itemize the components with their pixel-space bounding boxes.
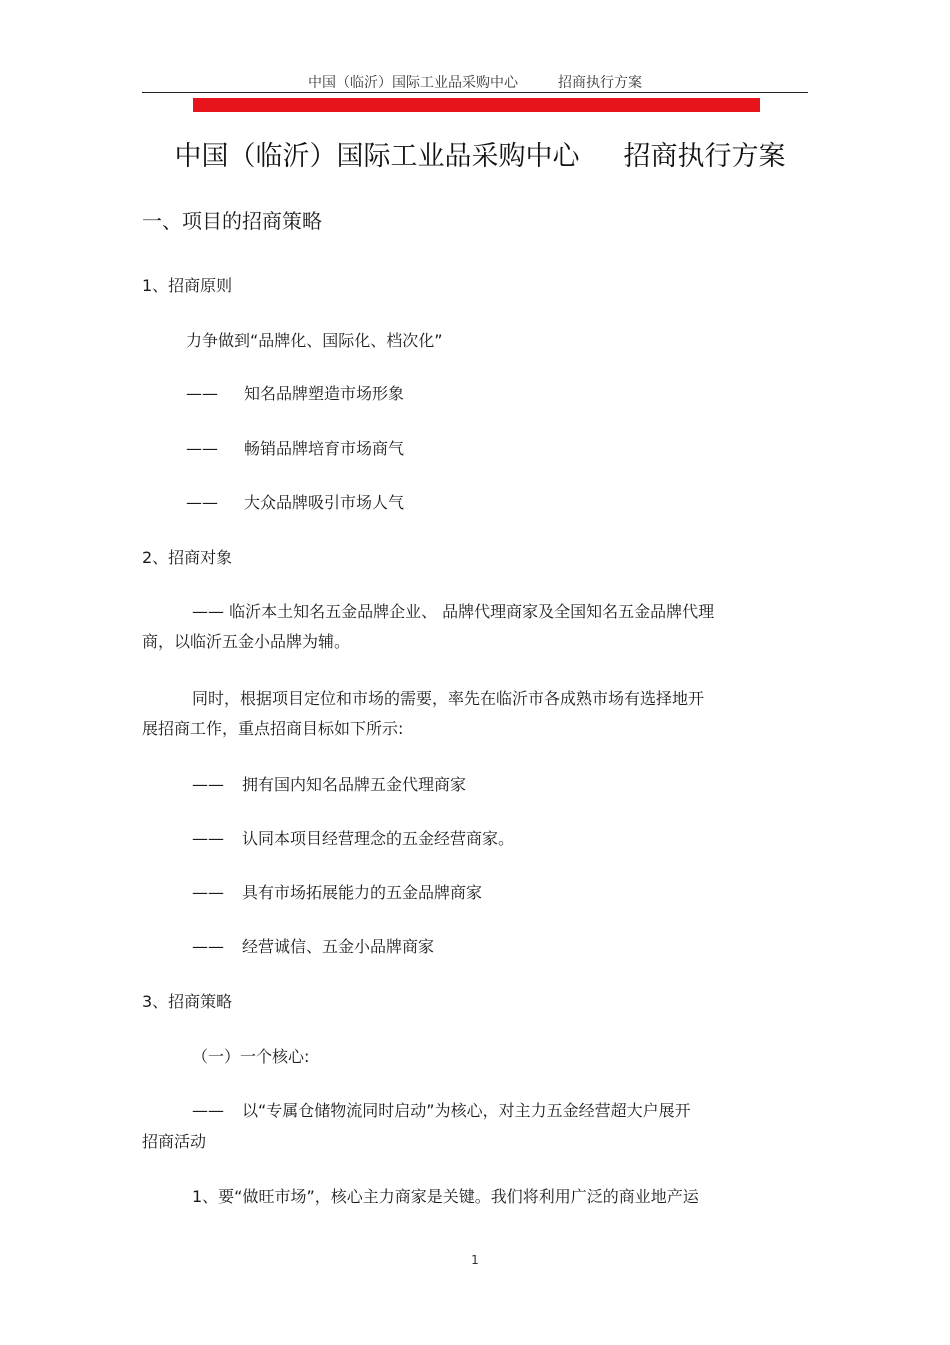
list-item (192, 826, 514, 849)
list-text: 知名品牌塑造市场形象 (244, 384, 405, 403)
targets-para2-line2: 展招商工作，重点招商目标如下所示: (142, 719, 404, 738)
document-title (0, 134, 950, 173)
list-text: 认同本项目经营理念的五金经营商家。 (242, 829, 515, 848)
page-number: 1 (471, 1253, 479, 1267)
sub-heading-strategy: 3、招商策略 (142, 992, 233, 1011)
list-item (192, 880, 482, 903)
sub-heading-targets: 2、招商对象 (142, 548, 233, 567)
list-dash: —— (192, 775, 224, 794)
list-item (186, 436, 404, 459)
header-rule (142, 92, 808, 93)
principles-intro: 力争做到“品牌化、国际化、档次化” (186, 331, 443, 350)
list-item (192, 772, 466, 795)
list-dash: —— (192, 883, 224, 902)
running-header-right: 招商执行方案 (558, 75, 642, 91)
list-dash: —— (186, 493, 218, 512)
list-item (186, 490, 404, 513)
sub-heading-principles: 1、招商原则 (142, 276, 233, 295)
strategy-para2-line1: 1、要“做旺市场”，核心主力商家是关键。我们将利用广泛的商业地产运 (192, 1187, 699, 1206)
list-text: 经营诚信、五金小品牌商家 (242, 937, 435, 956)
targets-para1-line2: 商，以临沂五金小品牌为辅。 (142, 632, 351, 651)
list-item (186, 381, 404, 404)
list-dash: —— (186, 439, 218, 458)
red-bar (193, 98, 760, 112)
list-text: 大众品牌吸引市场人气 (244, 493, 405, 512)
targets-para2-line1: 同时，根据项目定位和市场的需要，率先在临沂市各成熟市场有选择地开 (192, 689, 705, 708)
targets-para1-line1: —— 临沂本土知名五金品牌企业、 品牌代理商家及全国知名五金品牌代理 (192, 602, 715, 621)
list-dash: —— (186, 384, 218, 403)
strategy-para1-line1 (192, 1098, 691, 1121)
document-title-left: 中国（临沂）国际工业品采购中心 (174, 141, 580, 172)
strategy-para1-line2: 招商活动 (142, 1132, 207, 1151)
strategy-para1-text: 以“专属仓储物流同时启动”为核心，对主力五金经营超大户展开 (242, 1101, 691, 1120)
document-title-right: 招商执行方案 (623, 141, 786, 172)
list-item (192, 934, 434, 957)
list-dash: —— (192, 1101, 224, 1120)
running-header-left: 中国（临沂）国际工业品采购中心 (308, 75, 518, 91)
list-text: 畅销品牌培育市场商气 (244, 439, 405, 458)
list-dash: —— (192, 937, 224, 956)
list-text: 拥有国内知名品牌五金代理商家 (242, 775, 467, 794)
list-dash: —— (192, 829, 224, 848)
list-text: 具有市场拓展能力的五金品牌商家 (242, 883, 483, 902)
running-header (0, 72, 950, 92)
strategy-core: （一）一个核心: (192, 1047, 310, 1066)
section-heading: 一、项目的招商策略 (142, 209, 322, 233)
